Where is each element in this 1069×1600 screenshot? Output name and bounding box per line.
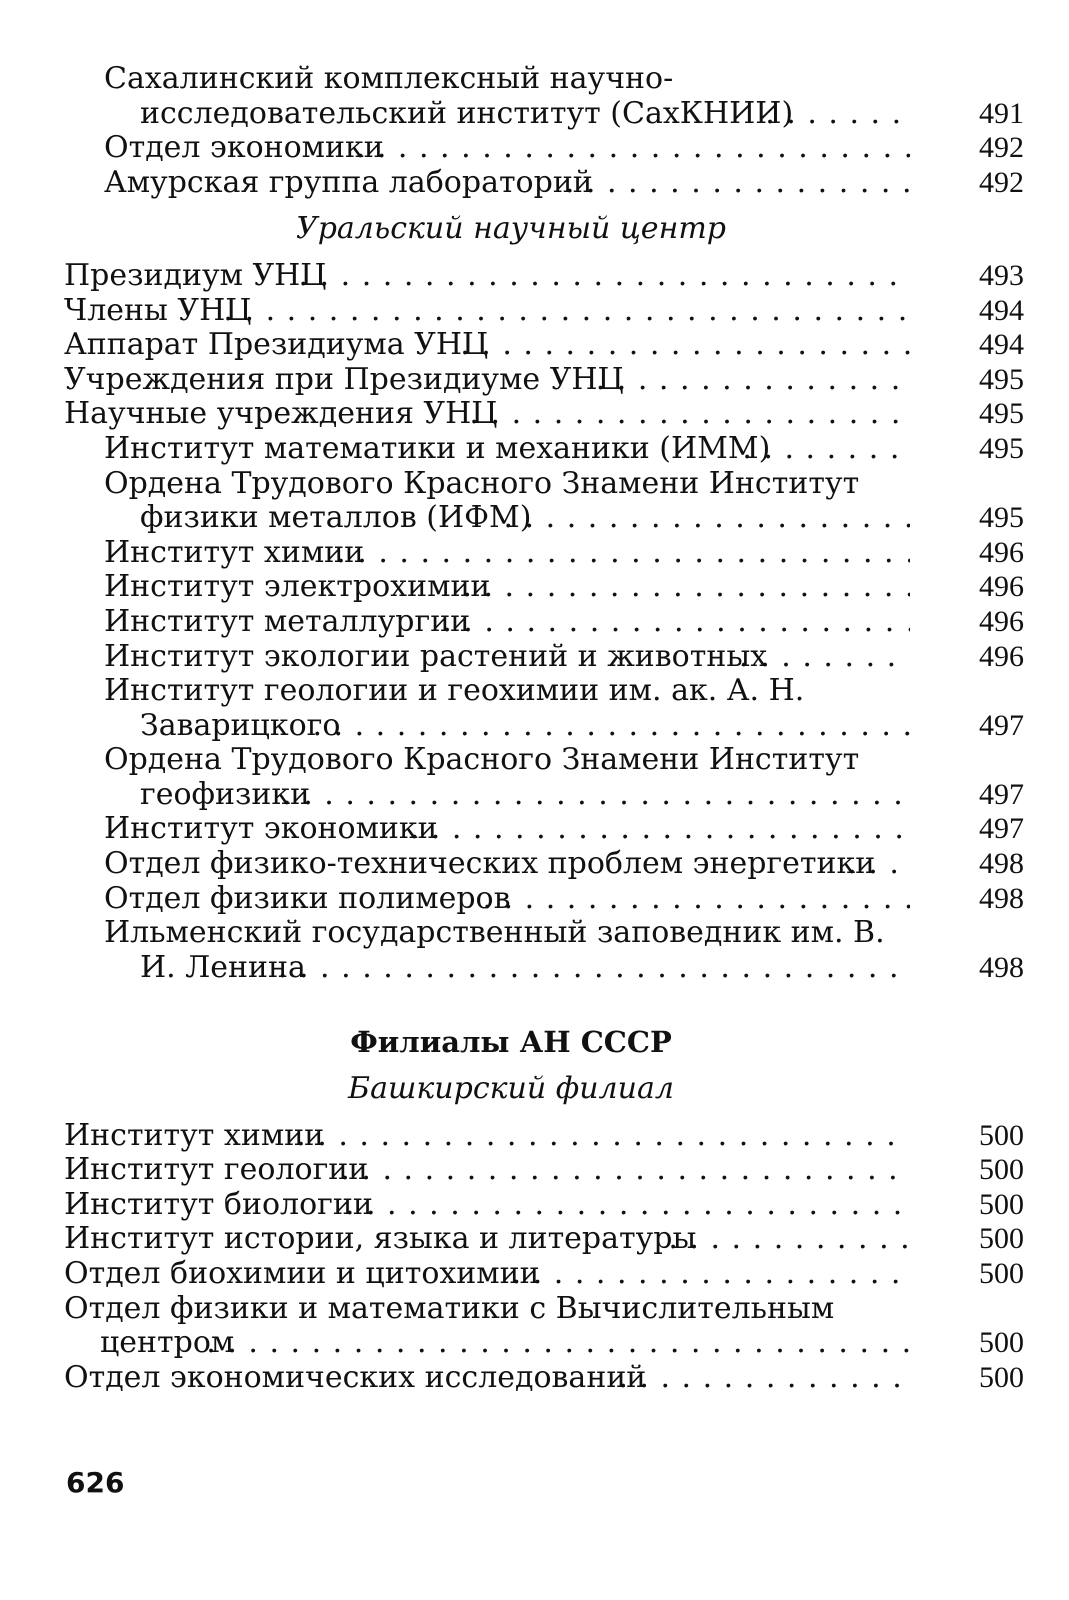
toc-entry-page: 497 [979,777,1024,811]
toc-entry-title: Институт геологии . . . [64,1153,910,1188]
toc-entry [64,882,1024,917]
toc-entry-page: 500 [979,1118,1024,1152]
table-of-contents [64,62,1024,1395]
toc-entry [64,570,1024,605]
toc-entry-title: Ордена Трудового Красного Знамени Институт геофизики . . . [104,743,910,812]
toc-entry [64,674,1024,743]
toc-entry [64,1188,1024,1223]
toc-entry-page: 495 [979,362,1024,396]
toc-entry-title: Институт химии . . . [104,536,910,571]
toc-entry-page: 497 [979,708,1024,742]
toc-entry-title: Институт математики и механики (ИММ) . . . [104,432,910,467]
toc-entry-page: 500 [979,1257,1024,1290]
toc-entry [64,294,1024,329]
toc-entry-title: Институт экологии растений и животных . . . [104,640,910,675]
toc-entry-title: Институт электрохимии . . . [104,570,910,605]
toc-entry-page: 498 [979,847,1024,881]
toc-entry-title: Отдел физико-технических проблем энергетики . . . [104,847,910,882]
toc-entry [64,812,1024,847]
toc-entry-page: 500 [979,1360,1024,1394]
page-number: 626 [66,1466,125,1499]
toc-entry-page: 495 [979,431,1024,465]
toc-entry-title: Институт биологии . . . [64,1188,910,1223]
toc-entry [64,743,1024,812]
toc-entry-title: Ордена Трудового Красного Знамени Институт физики металлов (ИФМ) . . . [104,467,910,536]
toc-entry [64,328,1024,363]
toc-entry-page: 500 [979,1153,1024,1187]
toc-entry-title: Сахалинский комплексный научно-исследовательский институт (СахКНИИ) . . . [104,62,910,131]
toc-entry [64,397,1024,432]
toc-entry-page: 492 [979,131,1024,165]
toc-entry-page: 495 [979,397,1024,431]
toc-entry [64,847,1024,882]
toc-entry-page: 495 [979,501,1024,535]
toc-entry-title: Амурская группа лабораторий . . . [104,166,910,201]
toc-entry-title: Отдел экономики . . . [104,131,910,166]
toc-entry [64,131,1024,166]
section-heading: Уральский научный центр [296,211,726,247]
toc-entry [64,166,1024,201]
toc-entry [64,1153,1024,1188]
toc-entry-title: Отдел физики и математики с Вычислительным центром . . . [64,1292,910,1361]
toc-entry-title: Отдел биохимии и цитохимии . . . [64,1257,910,1292]
toc-entry [64,1292,1024,1361]
section-heading: Башкирский филиал [348,1071,674,1107]
toc-entry-page: 498 [979,881,1024,915]
toc-entry-page: 494 [979,328,1024,362]
toc-entry-title: Отдел физики полимеров . . . [104,882,910,917]
toc-entry-title: Институт истории, языка и литературы . . . [64,1222,910,1257]
toc-entry-title: Отдел экономических исследований . . . [64,1361,910,1396]
toc-entry-page: 496 [979,639,1024,673]
toc-entry [64,363,1024,398]
toc-entry-title: Учреждения при Президиуме УНЦ . . . [64,363,910,398]
toc-entry-title: Президиум УНЦ . . . [64,259,910,294]
toc-entry [64,536,1024,571]
toc-entry [64,259,1024,294]
toc-entry [64,916,1024,985]
toc-entry-page: 493 [979,258,1024,292]
toc-entry [64,432,1024,467]
toc-entry-title: Члены УНЦ . . . [64,294,910,329]
toc-entry-page: 498 [979,950,1024,984]
toc-entry-title: Аппарат Президиума УНЦ . . . [64,328,910,363]
toc-entry-title: Институт металлургии . . . [104,605,910,640]
toc-entry [64,467,1024,536]
section-heading: Филиалы АН СССР [350,1025,672,1060]
toc-entry [64,1361,1024,1396]
toc-entry [64,605,1024,640]
toc-entry [64,1222,1024,1257]
toc-entry-page: 500 [979,1187,1024,1221]
toc-entry-title: Ильменский государственный заповедник им. В. И. Ленина . . . [104,916,910,985]
toc-entry [64,1257,1024,1292]
toc-entry-page: 492 [979,165,1024,199]
toc-entry-page: 494 [979,293,1024,327]
toc-entry [64,62,1024,131]
toc-entry-page: 496 [979,604,1024,638]
toc-entry-page: 496 [979,535,1024,569]
toc-entry [64,640,1024,675]
toc-entry-title: Институт химии . . . [64,1119,910,1154]
toc-entry-page: 500 [979,1222,1024,1256]
toc-entry-page: 497 [979,812,1024,846]
toc-entry-page: 496 [979,570,1024,604]
toc-entry-title: Институт геологии и геохимии им. ак. А. Н. Заварицкого . . . [104,674,910,743]
toc-entry [64,1119,1024,1154]
toc-entry-page: 491 [979,96,1024,130]
toc-entry-title: Институт экономики . . . [104,812,910,847]
toc-entry-page: 500 [979,1326,1024,1360]
toc-entry-title: Научные учреждения УНЦ . . . [64,397,910,432]
